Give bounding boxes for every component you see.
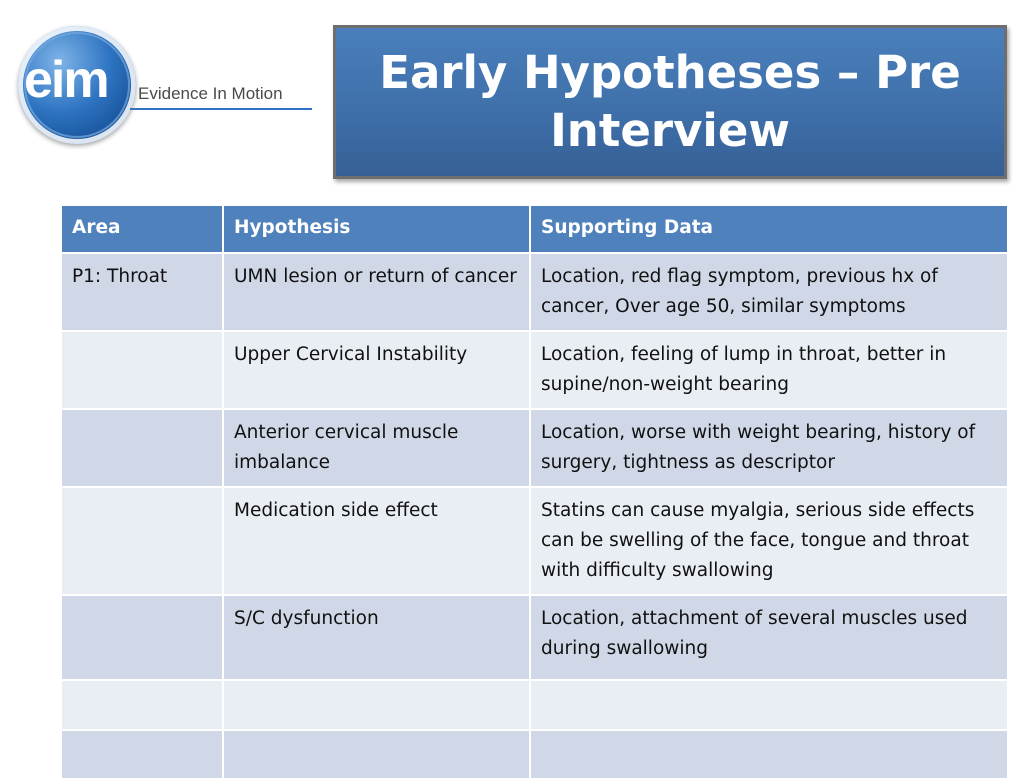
table-row: [61, 595, 1008, 680]
slide-title-box: [333, 25, 1007, 179]
slide-title: Early Hypotheses – Pre Interview: [379, 46, 961, 157]
cell-hypothesis: Medication side effect: [223, 487, 530, 595]
header-hypothesis: Hypothesis: [223, 205, 530, 253]
logo-mark: eim: [24, 51, 108, 109]
header-area: Area: [61, 205, 223, 253]
table-row: [61, 409, 1008, 487]
cell-supporting-data: Location, worse with weight bearing, history of surgery, tightness as descriptor: [530, 409, 1008, 487]
table-header-row: [61, 205, 1008, 253]
table-row: [61, 487, 1008, 595]
cell-area: [61, 409, 223, 487]
cell-supporting-data: Location, feeling of lump in throat, better in supine/non-weight bearing: [530, 331, 1008, 409]
logo-text: Evidence In Motion: [138, 84, 283, 103]
table-row: [61, 730, 1008, 779]
cell-area: [61, 331, 223, 409]
cell-supporting-data: Location, attachment of several muscles used during swallowing: [530, 595, 1008, 680]
cell-area: P1: Throat: [61, 253, 223, 331]
cell-hypothesis: Upper Cervical Instability: [223, 331, 530, 409]
eim-logo: [18, 26, 318, 146]
cell-supporting-data: [530, 730, 1008, 779]
cell-hypothesis: [223, 680, 530, 730]
cell-supporting-data: Location, red flag symptom, previous hx of cancer, Over age 50, similar symptoms: [530, 253, 1008, 331]
cell-area: [61, 680, 223, 730]
table-row: [61, 680, 1008, 730]
header-supporting-data: Supporting Data: [530, 205, 1008, 253]
cell-hypothesis: UMN lesion or return of cancer: [223, 253, 530, 331]
logo-underline: [130, 108, 312, 110]
cell-hypothesis: S/C dysfunction: [223, 595, 530, 680]
cell-area: [61, 595, 223, 680]
table-row: [61, 331, 1008, 409]
cell-supporting-data: Statins can cause myalgia, serious side effects can be swelling of the face, tongue and throat with difficulty swallowing: [530, 487, 1008, 595]
cell-hypothesis: Anterior cervical muscle imbalance: [223, 409, 530, 487]
hypotheses-table: [60, 204, 1009, 780]
cell-area: [61, 487, 223, 595]
table-row: [61, 253, 1008, 331]
cell-supporting-data: [530, 680, 1008, 730]
cell-area: [61, 730, 223, 779]
cell-hypothesis: [223, 730, 530, 779]
